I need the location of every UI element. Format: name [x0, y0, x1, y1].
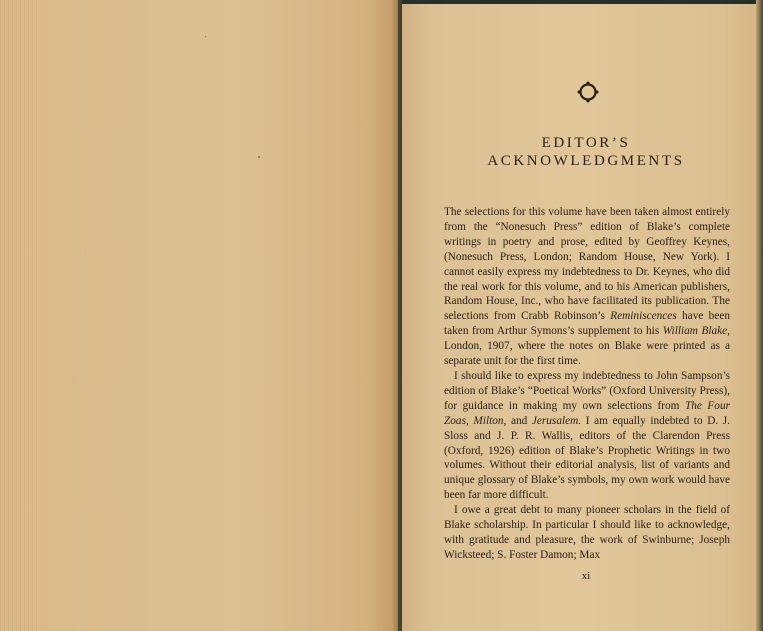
paragraph: [444, 205, 730, 369]
text-run: London, 1907, where the notes on Blake were printed as a separate unit for the first time.: [444, 340, 730, 368]
text-run: have been taken from Arthur Symons’s supplement to his: [444, 310, 730, 338]
heading-line-2: ACKNOWLEDGMENTS: [487, 153, 685, 169]
body-text: [444, 205, 730, 563]
text-run: I owe a great debt to many pioneer scholars in the field of Blake scholarship. In particular I should like to acknowledge, with gratitude and pleasure, the work of Swinburne; Joseph Wicksteed; S. Foster Damon; Max: [444, 504, 730, 561]
text-run: I should like to express my indebtedness to John Sampson’s edition of Blake’s “Poetical Works” (Oxford University Press), for guidance in making my own selections from: [444, 369, 730, 412]
text-run: The selections for this volume have been taken almost entirely from the “Nonesuch Press” edition of Blake’s complete writings in poetry and prose, edited by Geoffrey Keynes, (Nonesuch Press, London; Random House, New York). I cannot easily express my indebtedness to Dr. Keynes, who did the real work for this volume, and to his American publishers, Random House, Inc., who have facilitated its publication. The selections from Crabb Robinson’s: [444, 206, 730, 323]
italic-title: Reminiscences: [610, 310, 677, 323]
page-heading: [440, 134, 732, 170]
paper-speck: [258, 156, 260, 158]
page-edges: [0, 0, 40, 631]
text-run: and: [506, 414, 532, 427]
paragraph: [444, 369, 730, 503]
heading-line-1: EDITOR’S: [541, 135, 631, 151]
circle-ornament-icon: [576, 80, 600, 104]
paragraph: [444, 503, 730, 563]
paper-speck: [205, 36, 206, 37]
page-number: xi: [581, 570, 591, 582]
background-edge-right: [756, 0, 763, 631]
italic-title: William Blake,: [662, 325, 731, 338]
text-run: I am equally indebted to D. J. Sloss and J. P. R. Wallis, editors of the Clarendon Press (Oxford, 1926) edition of Blake’s Prophetic Writings in two volumes. Without their editorial analysis, list of variants and unique glossary of Blake’s symbols, my own work would have been far more difficult.: [444, 414, 730, 502]
italic-title: Jerusalem.: [531, 414, 582, 427]
italic-title: The Four Zoas, Milton,: [444, 399, 730, 427]
